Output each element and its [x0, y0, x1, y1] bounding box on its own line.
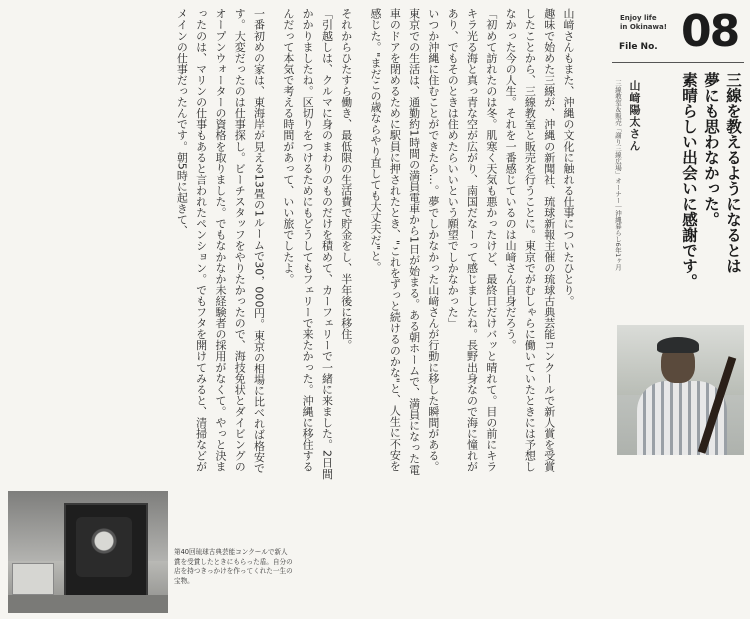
headline-line: 夢にも思わなかった。: [702, 72, 720, 227]
headline-line: 三線を教えるようになるとは: [724, 72, 742, 274]
body-paragraph: 山﨑さんもまた、沖縄の文化に触れる仕事についたひとり。: [562, 8, 575, 307]
enjoy-label: Enjoy life in Okinawa!: [620, 14, 667, 31]
body-paragraph: 一番初めの家は、東海岸が見える13畳の1ルームで30，000円。東京の相場に比べれば格安です。大変だったのは仕事探し。ビーチスタッフをやりたかったので、海技免状とダイビングのオープンウォーターの資格を取りました。でもなかなか未経験者の採用がなくて。やっと決まったのは、マリンの仕事もあると言われたペンション。でもフタを開けてみると、清掃などがメインの仕事だったんです。朝5時に起きて、: [175, 8, 266, 474]
photo-caption: 第40回琉球古典芸能コンクールで新人賞を受賞したときにもらった盾。自分の店を持つきっかけを作ってくれた一生の宝物。: [174, 548, 293, 585]
body-paragraph: 「初めて訪れたのは冬。肌寒く天気も悪かったけど、最終日だけバッと晴れて。目の前にキラキラ光る海と真っ青な空が広がり、南国だなーって感じましたね。長野出身なので海に憧れがあり、でもそのときは住めたらいいという願望でしかなかった」: [446, 8, 498, 473]
file-number: 08: [681, 6, 739, 57]
file-no-label: File No.: [619, 42, 658, 52]
person-role: 三線教室＆販売「謝り三線広場」オーナー｜沖縄暮らし6年1ヶ月: [614, 80, 622, 271]
body-paragraph: それからひたすら働き、最低限の生活費で貯金をし、半年後に移住。: [339, 8, 353, 351]
portrait-photo: [617, 325, 744, 455]
article-body: [8, 8, 578, 480]
award-plaque-photo: [8, 491, 168, 613]
photo-table: [8, 595, 168, 613]
portrait-cap: [657, 337, 699, 353]
body-paragraph: 趣味で始めた三線が、沖縄の新聞社、琉球新報主催の琉球古典芸能コンクールで新人賞を受賞したことから、三線教室と販売を行うことに。東京でがむしゃらに働いていたときには予想しなかった今の人生。それを一番感じているのは山﨑さん自身だろう。: [504, 8, 556, 473]
person-name: 山﨑陽太さん: [628, 80, 641, 152]
header-divider: [612, 62, 744, 63]
headline-line: 素晴らしい出会いに感謝です。: [680, 72, 698, 289]
body-paragraph: 「引越しは、クルマに身のまわりのものだけを積めて、カーフェリーで一緒に来ました。2日間かかりましたね。区切りをつけるためにもどうしてもフェリーで来たかった。沖縄に移住するんだって本気で考える時間があって、いい旅でしたよ。: [281, 8, 334, 480]
plaque-emblem: [76, 517, 132, 577]
body-paragraph: いつか沖縄に住むことができたら…。夢でしかなかった山﨑さんが行動に移した瞬間がある。東京での生活は、通勤約1時間の満員電車から1日が始まる。ある朝ホームで、満員になった電車のドアを閉めるために駅員に押されたとき、"これをずっと続けるのかな"と、人生に不安を感じた。"まだこの歳ならやり直しても大丈夫だ"と。: [369, 8, 440, 476]
photo-box: [12, 563, 54, 595]
